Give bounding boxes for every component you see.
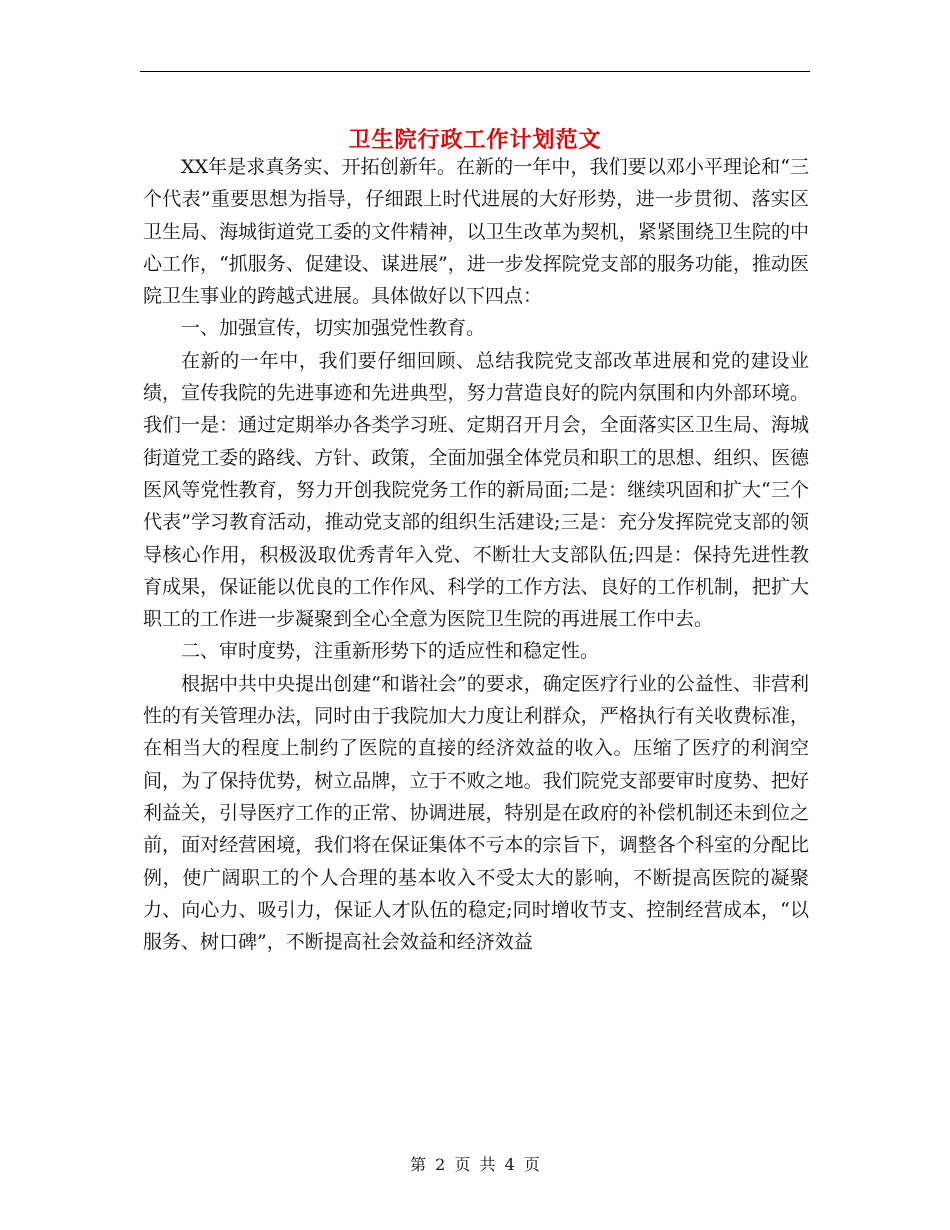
paragraph-section-1: 在新的一年中，我们要仔细回顾、总结我院党支部改革进展和党的建设业绩，宣传我院的先进事迹和先进典型，努力营造良好的院内氛围和内外部环境。我们一是：通过定期举办各类学习班、定期召开月会，全面落实区卫生局、海城街道党工委的路线、方针、政策，全面加强全体党员和职工的思想、组织、医德医风等党性教育，努力开创我院党务工作的新局面;二是：继续巩固和扩大“三个代表”学习教育活动，推动党支部的组织生活建设;三是：充分发挥院党支部的领导核心作用，积极汲取优秀青年入党、不断壮大支部队伍;四是：保持先进性教育成果，保证能以优良的工作作风、科学的工作方法、良好的工作机制，把扩大职工的工作进一步凝聚到全心全意为医院卫生院的再进展工作中去。 — [143, 349, 809, 631]
page-number-footer: 第 2 页 共 4 页 — [410, 1155, 540, 1174]
document-body — [143, 151, 809, 958]
section-heading-1: 一、加强宣传，切实加强党性教育。 — [181, 317, 486, 340]
section-heading-2: 二、审时度势，注重新形势下的适应性和稳定性。 — [181, 640, 600, 663]
paragraph-intro: XX年是求真务实、开拓创新年。在新的一年中，我们要以邓小平理论和“三个代表”重要思想为指导，仔细跟上时代进展的大好形势，进一步贯彻、落实区卫生局、海城街道党工委的文件精神，以卫生改革为契机，紧紧围绕卫生院的中心工作，“抓服务、促建设、谋进展”，进一步发挥院党支部的服务功能，推动医院卫生事业的跨越式进展。具体做好以下四点： — [143, 156, 809, 308]
paragraph-section-2: 根据中共中央提出创建“和谐社会”的要求，确定医疗行业的公益性、非营利性的有关管理办法，同时由于我院加大力度让利群众，严格执行有关收费标准，在相当大的程度上制约了医院的直接的经济效益的收入。压缩了医疗的利润空间，为了保持优势，树立品牌，立于不败之地。我们院党支部要审时度势、把好利益关，引导医疗工作的正常、协调进展，特别是在政府的补偿机制还未到位之前，面对经营困境，我们将在保证集体不亏本的宗旨下，调整各个科室的分配比例，使广阔职工的个人合理的基本收入不受太大的影响，不断提高医院的凝聚力、向心力、吸引力，保证人才队伍的稳定;同时增收节支、控制经营成本，“以服务、树口碑”，不断提高社会效益和经济效益 — [143, 672, 809, 954]
document-title: 卫生院行政工作计划范文 — [348, 126, 602, 153]
header-rule — [140, 71, 810, 72]
